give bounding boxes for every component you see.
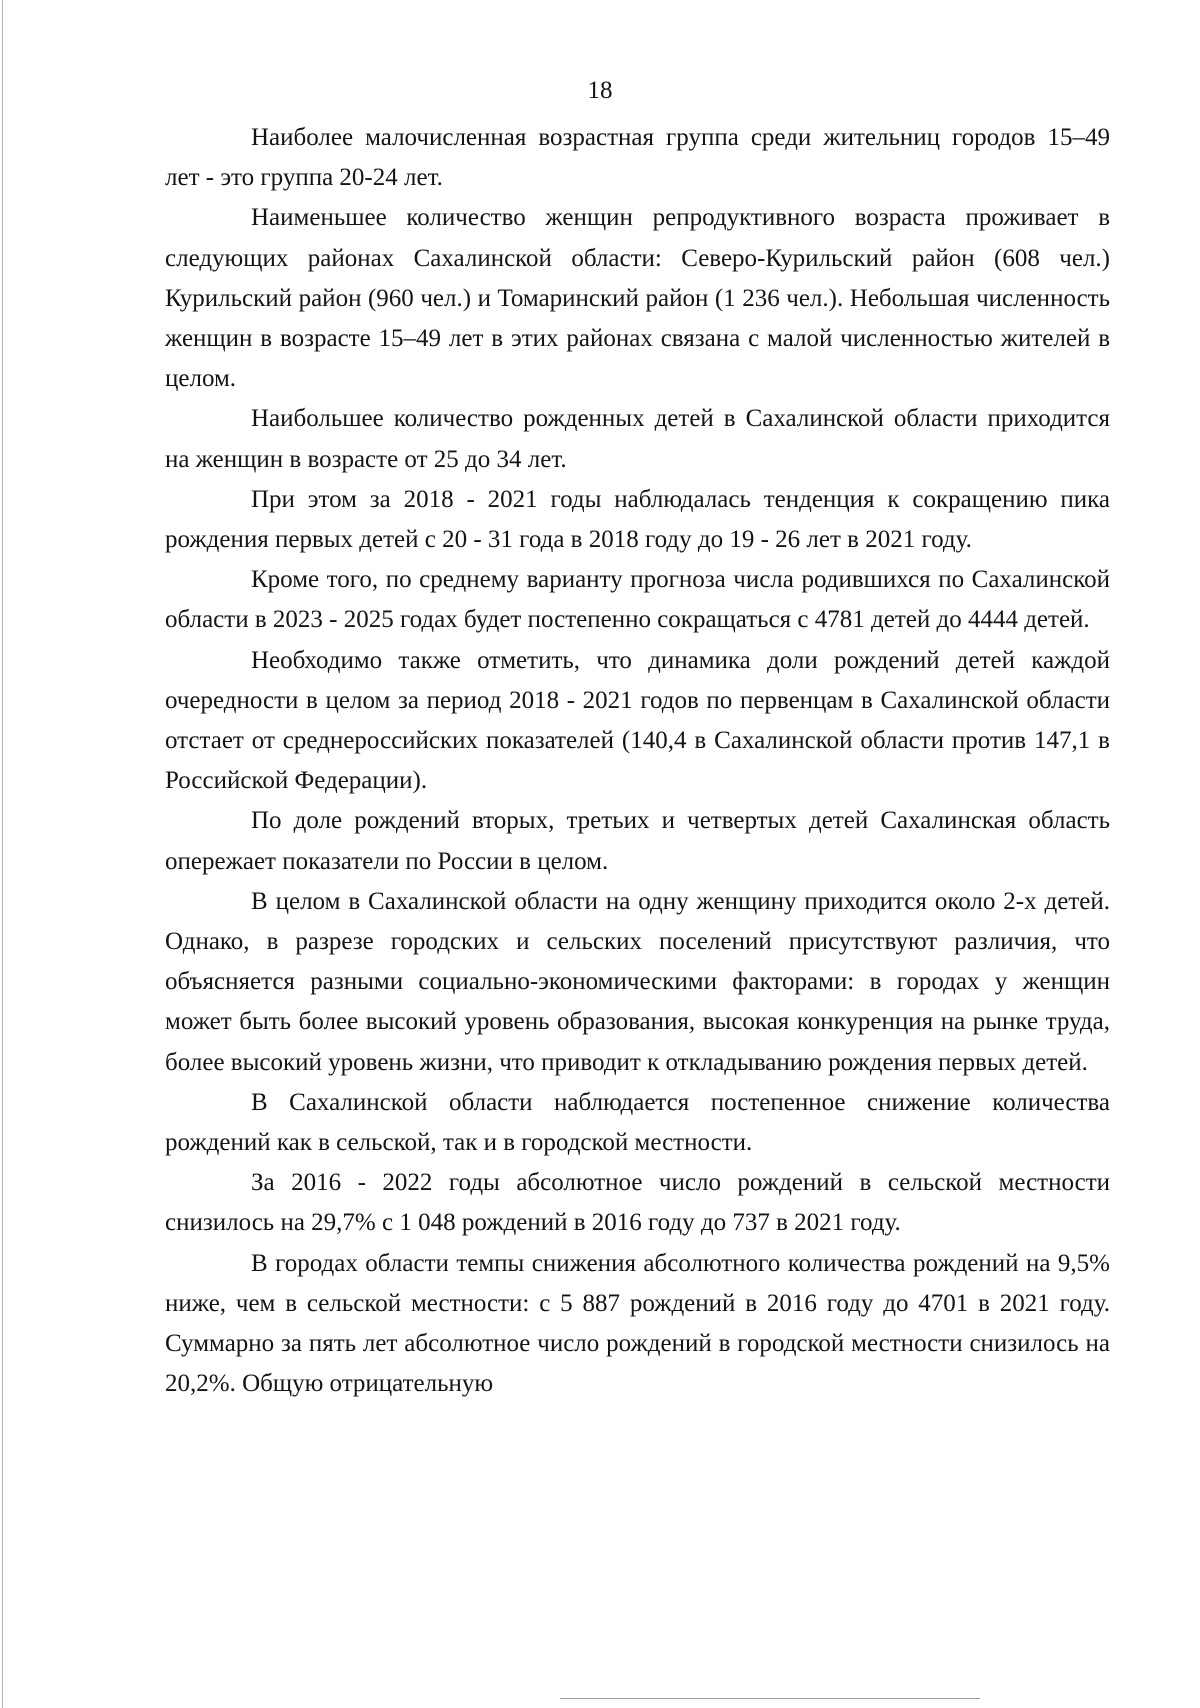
paragraph-8: В целом в Сахалинской области на одну женщину приходится около 2-х детей. Однако, в разрезе городских и сельских поселений присутствуют различия, что объясняется разными социально-экономическими факторами: в городах у женщин может быть более высокий уровень образования, высокая конкуренция на рынке труда, более высокий уровень жизни, что приводит к откладыванию рождения первых детей. xyxy=(165,887,1110,1076)
paragraph-6: Необходимо также отметить, что динамика доли рождений детей каждой очередности в целом за период 2018 - 2021 годов по первенцам в Сахалинской области отстает от среднероссийских показателей (140,4 в Сахалинской области против 147,1 в Российской Федерации). xyxy=(165,646,1110,795)
page-number: 18 xyxy=(587,77,613,104)
paragraph-9: В Сахалинской области наблюдается постепенное снижение количества рождений как в сельской, так и в городской местности. xyxy=(165,1088,1110,1157)
paragraph-11: В городах области темпы снижения абсолютного количества рождений на 9,5% ниже, чем в сельской местности: с 5 887 рождений в 2016 году до 4701 в 2021 году. Суммарно за пять лет абсолютное число рождений в городской местности снизилось на 20,2%. Общую отрицательную xyxy=(165,1249,1110,1398)
body-text xyxy=(165,118,1110,1405)
paragraph-7: По доле рождений вторых, третьих и четвертых детей Сахалинская область опережает показатели по России в целом. xyxy=(165,807,1110,875)
scan-edge-left xyxy=(2,0,3,1708)
scan-edge-bottom xyxy=(560,1698,980,1699)
paragraph-2: Наименьшее количество женщин репродуктивного возраста проживает в следующих районах Сахалинской области: Северо-Курильский район (608 чел.) Курильский район (960 чел.) и Томаринский район (1 236 чел.). Небольшая численность женщин в возрасте 15–49 лет в этих районах связана с малой численностью жителей в целом. xyxy=(165,204,1110,393)
paragraph-5: Кроме того, по среднему варианту прогноза числа родившихся по Сахалинской области в 2023 - 2025 годах будет постепенно сокращаться с 4781 детей до 4444 детей. xyxy=(165,566,1110,634)
paragraph-1: Наиболее малочисленная возрастная группа среди жительниц городов 15–49 лет - это группа 20-24 лет. xyxy=(165,124,1110,192)
paragraph-4: При этом за 2018 - 2021 годы наблюдалась тенденция к сокращению пика рождения первых детей с 20 - 31 года в 2018 году до 19 - 26 лет в 2021 году. xyxy=(165,485,1110,554)
paragraph-3: Наибольшее количество рожденных детей в Сахалинской области приходится на женщин в возрасте от 25 до 34 лет. xyxy=(165,405,1110,473)
paragraph-10: За 2016 - 2022 годы абсолютное число рождений в сельской местности снизилось на 29,7% с 1 048 рождений в 2016 году до 737 в 2021 году. xyxy=(165,1169,1110,1237)
